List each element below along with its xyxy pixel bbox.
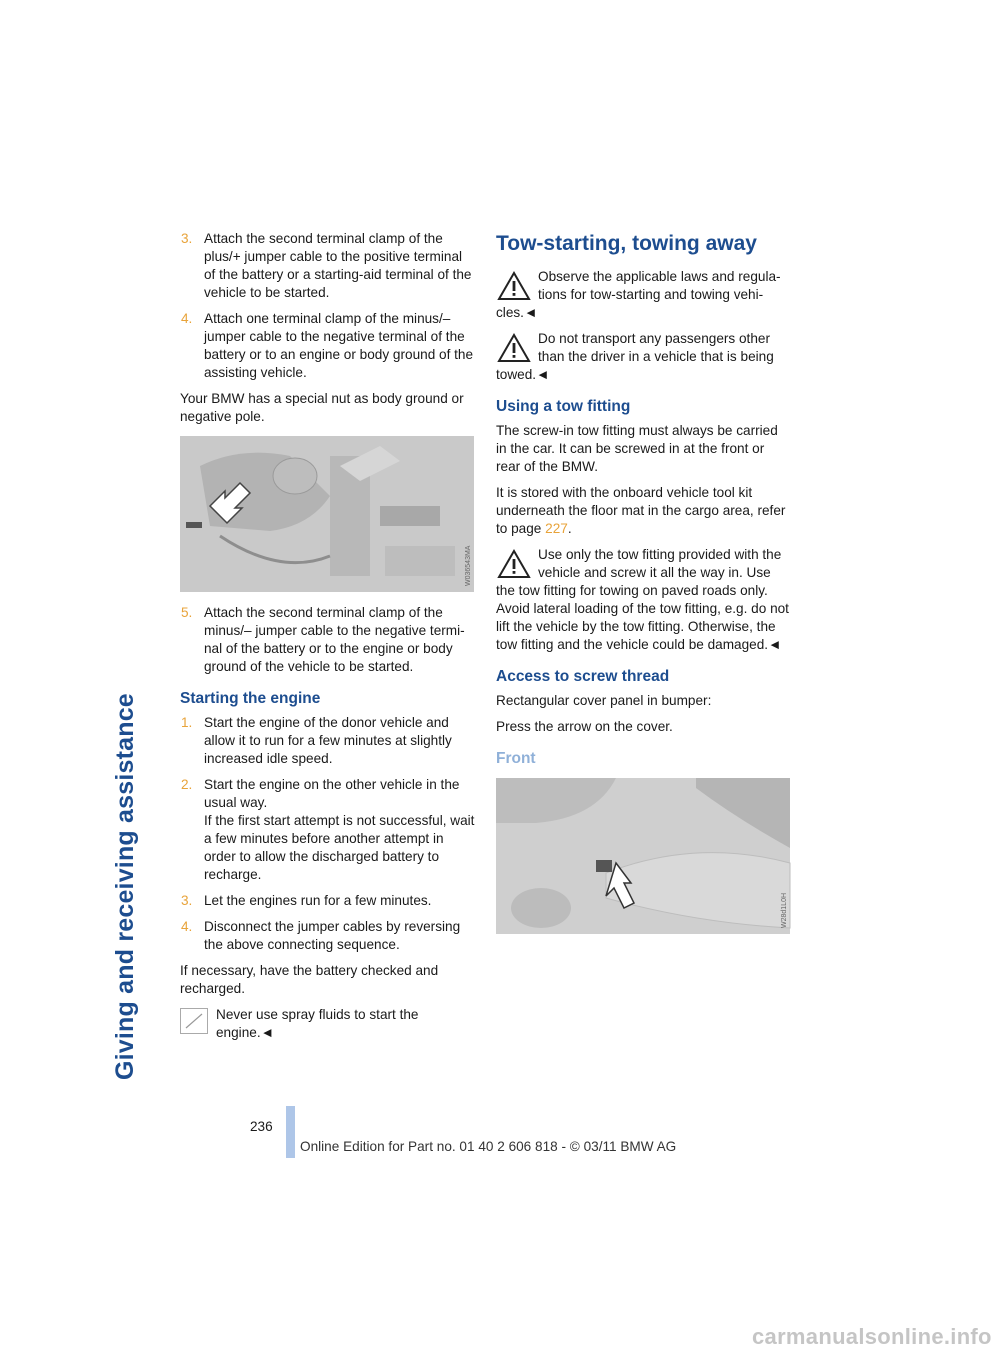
access-instruction: Press the arrow on the cover. — [496, 719, 673, 734]
tow-fitting-text: The screw-in tow fitting must always be carried in the car. It can be screwed in at the front or rear of the BMW. — [496, 423, 778, 474]
warning-block — [496, 546, 790, 654]
step-text: Disconnect the jumper cables by reversing the above connecting sequence. — [204, 919, 461, 952]
warning-text: Observe the applicable laws and regula-tions for tow-starting and towing vehi-cles.◄ — [496, 269, 781, 320]
tow-fitting-location-text-start: It is stored with the onboard vehicle tool kit underneath the floor mat in the cargo area, refer to page — [496, 485, 786, 536]
list-item — [180, 892, 476, 910]
step-text: Attach one terminal clamp of the minus/– jumper cable to the negative terminal of the battery or to an engine or body ground of the assisting vehicle. — [204, 311, 474, 380]
list-item — [180, 714, 476, 768]
right-column — [496, 230, 790, 946]
step-number: 1. — [181, 715, 193, 730]
subsection-heading-front: Front — [496, 750, 536, 767]
body-ground-text: Your BMW has a special nut as body ground or negative pole. — [180, 391, 464, 424]
figure-code: W036543MA — [465, 545, 472, 586]
side-section-title: Giving and receiving assistance — [111, 693, 139, 1080]
warning-icon — [496, 332, 532, 364]
warning-icon — [496, 270, 532, 302]
step-text: Start the engine on the other vehicle in the usual way. — [204, 777, 460, 810]
footer-bar — [286, 1106, 295, 1158]
note-text: Never use spray fluids to start the engine.◄ — [216, 1007, 419, 1040]
step-number: 3. — [181, 231, 193, 246]
warning-block — [496, 268, 790, 322]
warning-block — [496, 330, 790, 384]
step-extra-text: If the first start attempt is not successful, wait a few minutes before another attempt in order to allow the discharged battery to recharge. — [204, 813, 475, 882]
engine-bay-illustration — [180, 436, 474, 592]
page-reference-link[interactable]: 227 — [545, 521, 568, 536]
tow-fitting-location-text — [496, 484, 790, 538]
edition-footer: Online Edition for Part no. 01 40 2 606 818 - © 03/11 BMW AG — [300, 1139, 677, 1154]
list-item — [180, 918, 476, 954]
section-heading-tow-fitting: Using a tow fitting — [496, 398, 631, 415]
figure-code: W28d1L0H — [781, 892, 788, 928]
note-icon — [180, 1008, 208, 1034]
spray-note — [180, 1006, 476, 1042]
step-text: Start the engine of the donor vehicle and allow it to run for a few minutes at slightly increased idle speed. — [204, 715, 452, 766]
step-number: 4. — [181, 311, 193, 326]
left-column — [180, 230, 476, 1050]
page-heading: Tow-starting, towing away — [496, 232, 757, 255]
list-item — [180, 604, 476, 676]
access-text: Rectangular cover panel in bumper: — [496, 693, 712, 708]
step-number: 3. — [181, 893, 193, 908]
list-item — [180, 776, 476, 884]
warning-text: Use only the tow fitting provided with the vehicle and screw it all the way in. Use the tow fitting for towing on paved roads only. Avoid lateral loading of the tow fitting, e.g. do not lift the vehicle by the tow fitting. Otherwise, the tow fitting and the vehicle could be damaged.◄ — [496, 547, 789, 652]
section-heading-starting: Starting the engine — [180, 690, 321, 707]
warning-text: Do not transport any passengers other than the driver in a vehicle that is being towed.◄ — [496, 331, 774, 382]
section-heading-access: Access to screw thread — [496, 668, 670, 685]
step-number: 4. — [181, 919, 193, 934]
step-text: Attach the second terminal clamp of the minus/– jumper cable to the negative termi-nal of the battery or to the engine or body ground of the vehicle to be started. — [204, 605, 465, 674]
list-item — [180, 310, 476, 382]
step-number: 2. — [181, 777, 193, 792]
step-number: 5. — [181, 605, 193, 620]
watermark: carmanualsonline.info — [752, 1324, 992, 1349]
page-number: 236 — [250, 1119, 273, 1134]
step-text: Attach the second terminal clamp of the plus/+ jumper cable to the positive terminal of the battery or a starting-aid terminal of the vehicle to be started. — [204, 231, 472, 300]
battery-check-text: If necessary, have the battery checked and recharged. — [180, 963, 439, 996]
tow-fitting-location-text-end: . — [567, 521, 572, 536]
warning-icon — [496, 548, 532, 580]
step-text: Let the engines run for a few minutes. — [204, 893, 432, 908]
front-bumper-illustration — [496, 778, 790, 934]
list-item — [180, 230, 476, 302]
